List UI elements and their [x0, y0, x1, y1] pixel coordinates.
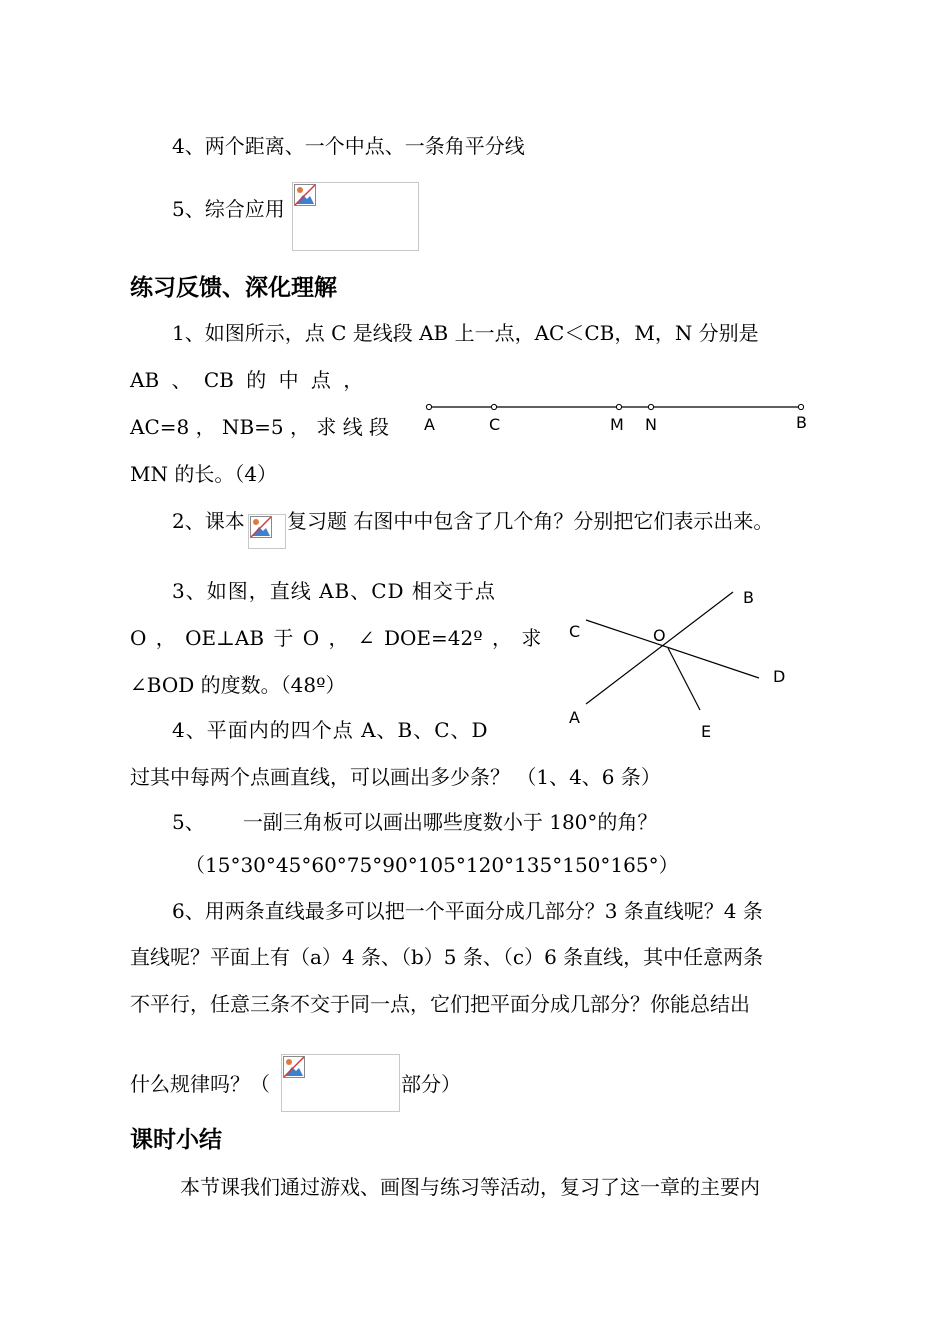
q3-line1: 3、如图，直线 AB、CD 相交于点: [172, 579, 496, 603]
label-a: A: [569, 708, 580, 727]
broken-image-icon: [294, 184, 316, 206]
label-a: A: [424, 415, 435, 434]
q2-suffix: 复习题 右图中中包含了几个角？分别把它们表示出来。: [287, 509, 774, 533]
point-m: [616, 404, 621, 409]
q6-line4-prefix: 什么规律吗？（: [130, 1072, 270, 1096]
broken-image-icon: [250, 516, 272, 538]
segment-figure: [420, 395, 815, 435]
label-b: B: [743, 588, 754, 607]
q1-line4: MN 的长。（4）: [130, 462, 278, 486]
practice-heading: 练习反馈、深化理解: [130, 275, 337, 301]
review-item-5: 5、综合应用: [172, 197, 285, 221]
summary-line1: 本节课我们通过游戏、画图与练习等活动，复习了这一章的主要内: [180, 1175, 760, 1199]
q5-line1: 5、 一副三角板可以画出哪些度数小于 180°的角？: [172, 810, 658, 834]
point-a: [426, 404, 431, 409]
q3-line2: O ， OE⊥AB 于 O ， ∠ DOE=42º ， 求: [130, 626, 542, 650]
q1-line2: AB 、 CB 的 中 点 ，: [130, 368, 364, 392]
label-e: E: [701, 722, 712, 741]
label-c: C: [489, 415, 501, 434]
label-n: N: [645, 415, 657, 434]
q6-line2: 直线呢？平面上有（a）4 条、（b）5 条、（c）6 条直线，其中任意两条: [130, 945, 764, 969]
q2-prefix: 2、课本: [172, 509, 245, 533]
label-c: C: [569, 622, 581, 641]
summary-heading: 课时小结: [130, 1127, 222, 1153]
q4-line2: 过其中每两个点画直线，可以画出多少条？ （1、4、6 条）: [130, 765, 661, 789]
label-b: B: [796, 413, 807, 432]
ray-oe: [668, 648, 700, 710]
label-d: D: [773, 667, 786, 686]
q6-line3: 不平行，任意三条不交于同一点，它们把平面分成几部分？你能总结出: [130, 992, 750, 1016]
q6-line4-suffix: 部分）: [401, 1072, 461, 1096]
q6-line1: 6、用两条直线最多可以把一个平面分成几部分？3 条直线呢？4 条: [172, 899, 763, 923]
intersecting-lines-figure: [560, 580, 800, 745]
answer-image-placeholder: [281, 1054, 400, 1112]
label-m: M: [610, 415, 624, 434]
point-c: [491, 404, 496, 409]
review-item-4: 4、两个距离、一个中点、一条角平分线: [172, 134, 525, 158]
line-cd: [586, 620, 759, 678]
q1-line1: 1、如图所示，点 C 是线段 AB 上一点，AC＜CB，M，N 分别是: [172, 321, 759, 345]
q3-line3: ∠BOD 的度数。（48º）: [130, 673, 346, 697]
point-b: [798, 404, 803, 409]
broken-image-icon: [283, 1056, 305, 1078]
line-ab: [586, 592, 733, 704]
point-n: [648, 404, 653, 409]
label-o: O: [653, 626, 666, 645]
q1-line3: AC=8 ， NB=5 ， 求 线 段: [130, 415, 390, 439]
textbook-image-placeholder: [248, 514, 286, 549]
q5-line2: （15°30°45°60°75°90°105°120°135°150°165°）: [185, 853, 679, 877]
q4-line1: 4、平面内的四个点 A、B、C、D: [172, 718, 489, 742]
broken-image-placeholder: [292, 182, 419, 251]
